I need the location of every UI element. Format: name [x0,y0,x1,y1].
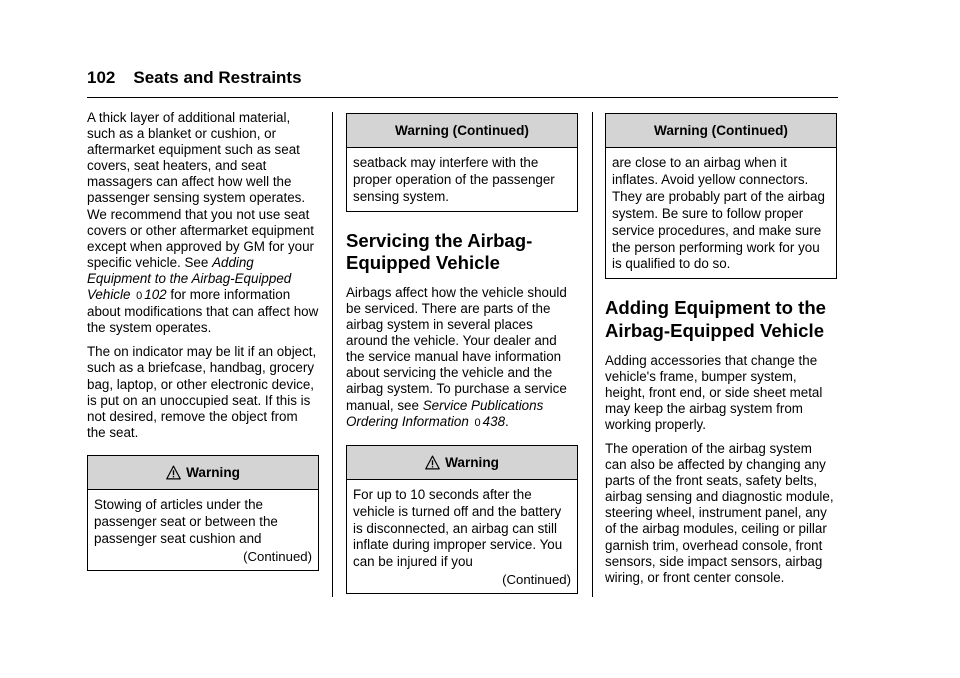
column-2 [346,110,578,594]
warning-box-continued [605,113,837,279]
paragraph-accessories: Adding accessories that change the vehicle's frame, bumper system, height, front end, or side sheet metal may keep the airbag system from working properly. [605,352,823,432]
warning-header: Warning [347,446,577,480]
page-ref-icon: 0 [136,290,143,303]
page-number: 102 [87,68,116,87]
warning-header: Warning [88,456,318,490]
warning-header: Warning (Continued) [347,114,577,148]
page-ref-icon: 0 [474,416,481,429]
column-3 [605,110,837,594]
continued-label: (Continued) [243,548,312,564]
warning-triangle-icon [166,465,181,480]
paragraph-seat-materials: A thick layer of additional material, such as a blanket or cushion, or aftermarket equipment such as seat covers, seat heaters, and seat massagers can affect how well the passenger sensing system operates. We recommend that you not use seat covers or other aftermarket equipment except when approved by GM for your specific vehicle. See Adding Equipment to the Airbag-Equipped Vehicle 0 102 for more information about modifications that can affect how the system operates. [87,110,319,336]
continued-label: (Continued) [502,572,571,588]
header-rule [87,97,838,98]
warning-box-stowing [87,455,319,571]
column-divider-2 [592,112,593,597]
cross-reference-page[interactable]: 438 [482,413,506,429]
paragraph-operation: The operation of the airbag system can also be affected by changing any parts of the front seats, safety belts, airbag sensing and diagnostic module, steering wheel, instrument panel, any of the airbag modules, ceiling or pillar garnish trim, overhead console, front sensors, side impact sensors, airbag wiring, or front center console. [605,441,834,585]
cross-reference-link[interactable]: Service Publications Ordering Information [346,397,544,429]
column-1 [87,110,319,571]
section-heading-adding-equipment: Adding Equipment to the Airbag-Equipped Vehicle [605,297,827,341]
paragraph-servicing: Airbags affect how the vehicle should be serviced. There are parts of the airbag system in several places around the vehicle. Your dealer and the service manual have information about servicing the vehicle and the airbag system. To purchase a service manual, see Service Publications Ordering Information 0 438. [346,284,567,429]
warning-body: For up to 10 seconds after the vehicle is turned off and the battery is disconnected, an airbag can still inflate during improper service. You can be injured if you (Continued) [353,486,571,588]
section-title: Seats and Restraints [133,68,302,87]
warning-box-continued [346,113,578,212]
column-divider-1 [332,112,333,597]
cross-reference-page[interactable]: 102 [144,287,167,303]
cross-reference-link[interactable]: Adding Equipment to the Airbag-Equipped Vehicle [87,254,292,303]
warning-body: seatback may interfere with the proper operation of the passenger sensing system. [353,155,555,204]
paragraph-on-indicator: The on indicator may be lit if an object, such as a briefcase, handbag, grocery bag, laptop, or other electronic device, is put on an unoccupied seat. If this is not desired, remove the object from the seat. [87,344,317,440]
warning-body: are close to an airbag when it inflates. Avoid yellow connectors. They are probably part of the airbag system. Be sure to follow proper service procedures, and make sure the person performing work for you is qualified to do so. [612,155,825,272]
warning-body: Stowing of articles under the passenger seat or between the passenger seat cushion and (Continued) [94,496,312,564]
warning-header: Warning (Continued) [606,114,836,148]
page-header [87,68,302,88]
section-heading-servicing: Servicing the Airbag-Equipped Vehicle [346,229,533,274]
warning-box-inflate [346,445,578,595]
warning-triangle-icon [425,455,440,470]
